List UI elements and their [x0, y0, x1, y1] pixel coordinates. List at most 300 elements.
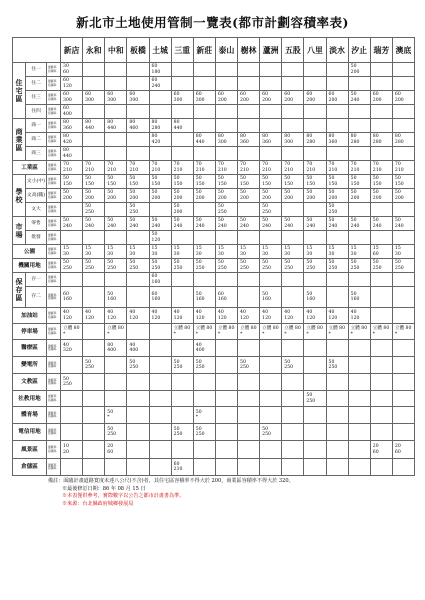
ratio-cell [83, 133, 105, 147]
ratio-cell: 50 250 [193, 424, 215, 441]
ratio-cell [238, 77, 260, 91]
ratio-cell [127, 273, 149, 287]
ratio-cell [348, 407, 370, 424]
table-row [13, 245, 415, 259]
ratio-cell: 80 360 [260, 133, 282, 147]
ratio-cell [348, 231, 370, 245]
ratio-cell: 50 200 [105, 189, 127, 203]
ratio-cell: 60 300 [127, 91, 149, 105]
ratio-cell: 50 200 [282, 189, 304, 203]
ratio-cell [83, 459, 105, 476]
ratio-cell [171, 374, 193, 391]
ratio-cell [326, 119, 348, 133]
ratio-cell [326, 374, 348, 391]
ratio-cell [171, 133, 193, 147]
ratio-cell: 80 360 [326, 133, 348, 147]
ratio-cell [215, 424, 237, 441]
ratio-cell: 70 210 [127, 161, 149, 175]
ratio-cell [149, 105, 171, 119]
ratio-cell: 50 250 [171, 357, 193, 374]
table-row [13, 119, 415, 133]
ratio-cell: 20 60 [392, 441, 414, 459]
zone-label: 倉儲區 [13, 459, 47, 476]
ratio-row-label: 建蔽率 容積率 [47, 308, 61, 324]
ratio-cell: 50 250 [238, 259, 260, 273]
ratio-cell [282, 203, 304, 217]
table-row [13, 259, 415, 273]
ratio-cell: 70 210 [105, 161, 127, 175]
ratio-cell [370, 203, 392, 217]
ratio-cell [171, 105, 193, 119]
ratio-cell [326, 63, 348, 77]
ratio-cell: 50 150 [171, 175, 193, 189]
ratio-row-label: 建蔽率 容積率 [47, 374, 61, 391]
ratio-cell: 80 280 [149, 119, 171, 133]
ratio-cell [61, 407, 83, 424]
ratio-cell: 50 150 [238, 175, 260, 189]
ratio-cell: 15 30 [149, 245, 171, 259]
ratio-cell [348, 77, 370, 91]
ratio-cell [370, 63, 392, 77]
ratio-row-label: 建蔽率 容積率 [47, 231, 61, 245]
ratio-cell [193, 273, 215, 287]
district-header: 蘆洲 [260, 38, 282, 63]
ratio-cell: 50 250 [105, 259, 127, 273]
table-row [13, 308, 415, 324]
table-row [13, 324, 415, 340]
ratio-cell [304, 424, 326, 441]
ratio-cell: 50 160 [105, 287, 127, 308]
ratio-cell [370, 407, 392, 424]
ratio-cell: 60 400 [61, 105, 83, 119]
table-row [13, 273, 415, 287]
table-row [13, 133, 415, 147]
ratio-cell [171, 63, 193, 77]
ratio-cell [392, 424, 414, 441]
ratio-cell [83, 391, 105, 407]
ratio-cell [304, 459, 326, 476]
land-use-table [12, 37, 415, 476]
ratio-cell: 立體 80 * [193, 324, 215, 340]
ratio-cell: 60 200 [326, 91, 348, 105]
ratio-cell: 15 30 [61, 245, 83, 259]
ratio-cell: 50 250 [304, 391, 326, 407]
category-label: 市 場 [13, 217, 26, 245]
ratio-cell: 50 200 [370, 189, 392, 203]
notes-block [48, 478, 408, 508]
ratio-cell [282, 119, 304, 133]
ratio-cell [392, 340, 414, 357]
district-header: 永和 [83, 38, 105, 63]
ratio-cell [61, 391, 83, 407]
ratio-cell [149, 407, 171, 424]
ratio-cell [105, 459, 127, 476]
ratio-cell [238, 391, 260, 407]
ratio-cell: 80 440 [61, 147, 83, 161]
ratio-cell: 40 120 [83, 308, 105, 324]
ratio-row-label: 建蔽率 容積率 [47, 119, 61, 133]
ratio-cell [215, 340, 237, 357]
ratio-cell: 50 250 [127, 357, 149, 374]
ratio-cell: 20 60 [105, 441, 127, 459]
ratio-cell: 70 210 [392, 161, 414, 175]
ratio-cell [83, 105, 105, 119]
ratio-cell [304, 147, 326, 161]
ratio-cell [171, 391, 193, 407]
ratio-cell [61, 459, 83, 476]
table-row [13, 407, 415, 424]
ratio-cell: 50 200 [193, 189, 215, 203]
ratio-cell: 80 420 [149, 133, 171, 147]
ratio-cell [304, 273, 326, 287]
ratio-cell [370, 273, 392, 287]
zone-label: 批發 [26, 231, 47, 245]
ratio-cell: 70 210 [282, 161, 304, 175]
ratio-cell: 立體 80 * [392, 324, 414, 340]
ratio-cell [238, 105, 260, 119]
ratio-cell [238, 119, 260, 133]
ratio-cell [171, 287, 193, 308]
ratio-row-label: 建蔽率 容積率 [47, 340, 61, 357]
ratio-cell: 立體 80 * [260, 324, 282, 340]
ratio-cell [127, 324, 149, 340]
ratio-cell [238, 407, 260, 424]
ratio-cell: 60 300 [83, 91, 105, 105]
ratio-cell: 50 150 [127, 175, 149, 189]
ratio-cell [215, 441, 237, 459]
ratio-cell: 60 200 [282, 91, 304, 105]
ratio-cell [326, 391, 348, 407]
ratio-cell [370, 424, 392, 441]
ratio-cell: 50 250 [326, 357, 348, 374]
ratio-cell [193, 459, 215, 476]
ratio-cell [348, 374, 370, 391]
ratio-cell [392, 77, 414, 91]
ratio-cell [282, 147, 304, 161]
ratio-cell [370, 374, 392, 391]
table-row [13, 424, 415, 441]
ratio-cell: 50 200 [348, 63, 370, 77]
ratio-cell: 70 210 [171, 161, 193, 175]
ratio-cell: 70 210 [215, 161, 237, 175]
ratio-cell [392, 407, 414, 424]
ratio-cell [149, 459, 171, 476]
ratio-cell: 80 300 [282, 133, 304, 147]
table-row [13, 374, 415, 391]
ratio-row-label: 建蔽率 容積率 [47, 189, 61, 203]
district-header: 澳底 [392, 38, 414, 63]
ratio-cell [127, 133, 149, 147]
ratio-cell: 50 250 [326, 203, 348, 217]
ratio-cell [348, 340, 370, 357]
ratio-cell: 40 400 [193, 340, 215, 357]
ratio-cell [392, 308, 414, 324]
ratio-cell [83, 231, 105, 245]
ratio-cell [370, 105, 392, 119]
district-header: 板橋 [127, 38, 149, 63]
ratio-row-label: 建蔽率 容積率 [47, 357, 61, 374]
ratio-cell [83, 441, 105, 459]
ratio-cell: 50 150 [83, 175, 105, 189]
ratio-cell [61, 357, 83, 374]
zone-label: 商一 [26, 119, 47, 133]
ratio-cell: 50 160 [304, 287, 326, 308]
ratio-cell: 50 160 [348, 287, 370, 308]
ratio-cell [105, 374, 127, 391]
ratio-cell [193, 147, 215, 161]
ratio-cell [238, 147, 260, 161]
table-row [13, 357, 415, 374]
zone-label: 變電所 [13, 357, 47, 374]
ratio-cell [127, 77, 149, 91]
district-header: 三重 [171, 38, 193, 63]
note-line: ※來源：台北縣政府城鄉發展局 [62, 500, 134, 507]
ratio-cell: 80 360 [61, 119, 83, 133]
ratio-cell [149, 324, 171, 340]
ratio-cell: 立體 80 * [171, 324, 193, 340]
ratio-cell [282, 340, 304, 357]
ratio-cell [83, 63, 105, 77]
ratio-cell: 50 250 [83, 357, 105, 374]
ratio-cell [370, 119, 392, 133]
ratio-cell [193, 119, 215, 133]
ratio-cell: 50 150 [105, 175, 127, 189]
ratio-cell: 50 200 [348, 189, 370, 203]
ratio-cell: 50 150 [348, 175, 370, 189]
ratio-cell: 50 250 [83, 259, 105, 273]
ratio-cell: 80 440 [193, 133, 215, 147]
ratio-cell [348, 147, 370, 161]
ratio-cell: 60 200 [260, 91, 282, 105]
ratio-cell: 40 120 [149, 308, 171, 324]
ratio-cell: 60 160 [149, 273, 171, 287]
ratio-cell: 立體 80 * [348, 324, 370, 340]
zone-label: 住二 [26, 77, 47, 91]
ratio-cell: 40 120 [326, 308, 348, 324]
ratio-cell: 60 180 [149, 63, 171, 77]
ratio-cell: 80 280 [304, 133, 326, 147]
ratio-cell [260, 147, 282, 161]
ratio-cell [282, 273, 304, 287]
ratio-cell: 50 250 [260, 203, 282, 217]
ratio-cell: 20 60 [370, 441, 392, 459]
ratio-cell [392, 119, 414, 133]
ratio-cell: 50 250 [392, 259, 414, 273]
ratio-cell: 50 250 [61, 374, 83, 391]
ratio-cell [304, 77, 326, 91]
ratio-cell: 50 240 [326, 217, 348, 231]
ratio-cell [149, 391, 171, 407]
ratio-cell: 50 250 [215, 203, 237, 217]
ratio-cell: 50 240 [260, 217, 282, 231]
ratio-cell: 15 30 [260, 245, 282, 259]
ratio-cell: 立體 80 * [370, 324, 392, 340]
ratio-cell: 50 200 [238, 189, 260, 203]
ratio-cell: 30 60 [61, 63, 83, 77]
ratio-cell [61, 203, 83, 217]
ratio-row-label: 建蔽率 容積率 [47, 203, 61, 217]
ratio-cell: 50 200 [171, 189, 193, 203]
ratio-row-label: 建蔽率 容積率 [47, 245, 61, 259]
zone-label: 存一 [26, 273, 47, 287]
ratio-cell [392, 105, 414, 119]
ratio-row-label: 建蔽率 容積率 [47, 424, 61, 441]
district-header: 汐止 [348, 38, 370, 63]
ratio-cell: 50 240 [370, 217, 392, 231]
ratio-row-label: 建蔽率 容積率 [47, 175, 61, 189]
ratio-cell [171, 340, 193, 357]
ratio-cell: 70 210 [193, 161, 215, 175]
ratio-cell [392, 357, 414, 374]
ratio-cell [83, 324, 105, 340]
ratio-cell [127, 147, 149, 161]
ratio-cell [370, 459, 392, 476]
zone-label: 公園 [13, 245, 47, 259]
ratio-cell: 70 210 [149, 161, 171, 175]
ratio-cell: 60 240 [149, 77, 171, 91]
ratio-cell: 50 200 [83, 189, 105, 203]
ratio-cell: 40 120 [282, 308, 304, 324]
ratio-cell [83, 340, 105, 357]
zone-label: 商三 [26, 147, 47, 161]
ratio-cell [149, 357, 171, 374]
ratio-cell [105, 273, 127, 287]
table-row [13, 91, 415, 105]
zone-label: 文大 [26, 203, 47, 217]
ratio-cell: 60 160 [149, 287, 171, 308]
ratio-cell: 60 200 [215, 91, 237, 105]
ratio-cell: 50 250 [304, 259, 326, 273]
ratio-cell [105, 63, 127, 77]
ratio-cell [348, 119, 370, 133]
ratio-cell: 80 420 [61, 133, 83, 147]
ratio-cell [348, 105, 370, 119]
ratio-cell [326, 424, 348, 441]
ratio-cell [215, 459, 237, 476]
ratio-cell: 50 150 [61, 175, 83, 189]
ratio-cell [215, 374, 237, 391]
ratio-cell [370, 231, 392, 245]
ratio-cell [238, 459, 260, 476]
ratio-cell [215, 77, 237, 91]
ratio-cell: 50 250 [348, 259, 370, 273]
zone-label: 商二 [26, 133, 47, 147]
ratio-cell: 立體 80 * [61, 324, 83, 340]
ratio-cell [238, 203, 260, 217]
ratio-cell: 50 250 [370, 259, 392, 273]
zone-label: 加油站 [13, 308, 47, 324]
ratio-cell: 50 200 [149, 189, 171, 203]
ratio-row-label: 建蔽率 容積率 [47, 287, 61, 308]
ratio-cell [105, 105, 127, 119]
ratio-cell: 50 240 [282, 217, 304, 231]
ratio-cell [83, 147, 105, 161]
ratio-cell: 70 210 [83, 161, 105, 175]
ratio-cell [193, 441, 215, 459]
ratio-cell [304, 340, 326, 357]
ratio-cell [61, 424, 83, 441]
district-header: 中和 [105, 38, 127, 63]
ratio-cell [238, 231, 260, 245]
ratio-cell: 50 150 [215, 175, 237, 189]
zone-label: 電信用地 [13, 424, 47, 441]
ratio-cell: 50 250 [193, 259, 215, 273]
district-header: 五股 [282, 38, 304, 63]
ratio-cell: 立體 80 * [238, 324, 260, 340]
ratio-cell [392, 63, 414, 77]
ratio-cell [127, 63, 149, 77]
ratio-cell: 40 320 [61, 340, 83, 357]
ratio-cell [149, 374, 171, 391]
ratio-cell [348, 441, 370, 459]
ratio-cell [193, 374, 215, 391]
ratio-cell: 70 210 [260, 161, 282, 175]
zone-label: 體育場 [13, 407, 47, 424]
ratio-cell [105, 231, 127, 245]
ratio-cell [215, 147, 237, 161]
ratio-cell [61, 231, 83, 245]
zone-label: 文高(職) [26, 189, 47, 203]
ratio-cell [193, 231, 215, 245]
ratio-cell [238, 287, 260, 308]
ratio-cell: 50 240 [238, 217, 260, 231]
table-row [13, 287, 415, 308]
ratio-cell: 15 30 [238, 245, 260, 259]
ratio-cell: 60 300 [105, 91, 127, 105]
ratio-cell: 50 150 [193, 175, 215, 189]
ratio-row-label: 建蔽率 容積率 [47, 273, 61, 287]
ratio-cell [127, 441, 149, 459]
table-row [13, 161, 415, 175]
ratio-cell [171, 441, 193, 459]
ratio-cell [149, 340, 171, 357]
ratio-cell [282, 441, 304, 459]
ratio-cell: 80 440 [105, 119, 127, 133]
ratio-cell: 70 210 [238, 161, 260, 175]
ratio-cell: 40 120 [105, 308, 127, 324]
table-header-row [13, 38, 415, 63]
ratio-cell: 40 120 [193, 308, 215, 324]
ratio-cell [326, 459, 348, 476]
ratio-cell [326, 147, 348, 161]
ratio-cell [83, 273, 105, 287]
ratio-cell: 40 120 [127, 308, 149, 324]
ratio-cell [282, 459, 304, 476]
table-row [13, 175, 415, 189]
ratio-row-label: 建蔽率 容積率 [47, 63, 61, 77]
zone-label: 機關用地 [13, 259, 47, 273]
district-header: 新莊 [193, 38, 215, 63]
ratio-cell [304, 105, 326, 119]
district-header: 泰山 [215, 38, 237, 63]
ratio-cell: 50 200 [127, 189, 149, 203]
ratio-cell: 立體 80 * [105, 324, 127, 340]
ratio-cell: 40 120 [260, 308, 282, 324]
ratio-cell: 10 20 [61, 441, 83, 459]
table-row [13, 441, 415, 459]
ratio-cell [260, 391, 282, 407]
ratio-cell [215, 231, 237, 245]
ratio-cell: 60 200 [392, 91, 414, 105]
ratio-cell: 80 280 [370, 133, 392, 147]
ratio-cell [392, 374, 414, 391]
zone-label: 零售 [26, 217, 47, 231]
ratio-cell [348, 391, 370, 407]
ratio-cell: 80 360 [238, 133, 260, 147]
ratio-cell: 50 240 [105, 217, 127, 231]
ratio-cell: 50 240 [61, 217, 83, 231]
ratio-cell: 60 300 [61, 91, 83, 105]
